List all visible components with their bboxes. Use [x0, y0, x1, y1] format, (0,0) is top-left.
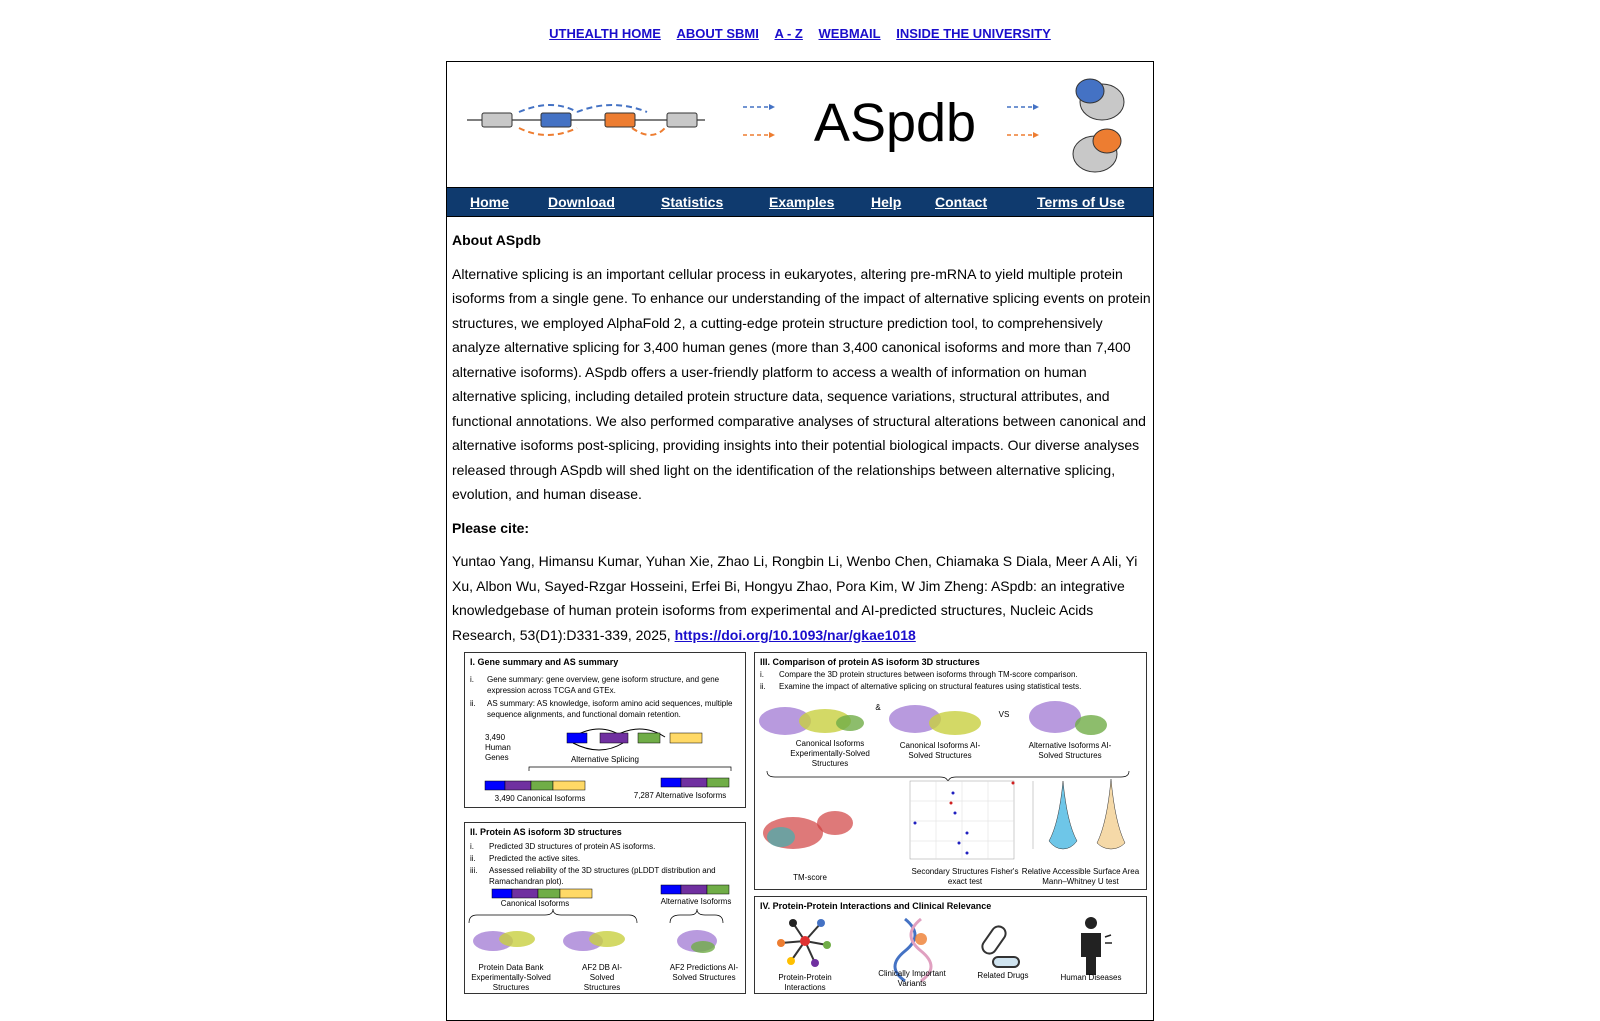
- nav-terms-of-use[interactable]: Terms of Use: [1037, 194, 1125, 210]
- panel3-item-num: ii.: [760, 682, 766, 691]
- panel2-caption-pdb: Protein Data Bank Experimentally-Solved Structures: [471, 963, 551, 992]
- figure-panel-gene-summary: [464, 652, 746, 808]
- top-nav: [0, 26, 1600, 41]
- panel1-item-text: Gene summary: gene overview, gene isoform structure, and gene expression across TCGA and GTEx.: [487, 675, 720, 695]
- panel1-title: I. Gene summary and AS summary: [470, 657, 619, 667]
- panel3-item-text: Compare the 3D protein structures between isoforms through TM-score comparison.: [779, 670, 1078, 679]
- doi-link[interactable]: https://doi.org/10.1093/nar/gkae1018: [674, 626, 916, 643]
- figure-panel-structure-comparison: [754, 652, 1147, 890]
- arrow-left-pair-icon: [743, 104, 775, 138]
- top-link-uthealth-home[interactable]: UTHEALTH HOME: [549, 26, 661, 41]
- top-link-inside-university[interactable]: INSIDE THE UNIVERSITY: [896, 26, 1051, 41]
- rsa-violin-plot: [1033, 779, 1125, 849]
- panel3-diagram-icon: [755, 653, 1147, 890]
- main-nav: [447, 187, 1153, 217]
- panel3-secondary-structures-label: Secondary Structures Fisher's exact test: [911, 867, 1019, 886]
- panel3-tm-score-label: TM-score: [793, 873, 827, 882]
- panel3-vs: VS: [998, 710, 1010, 719]
- panel4-caption-variants: Clinically Important Variants: [878, 969, 946, 988]
- panel2-item-text: Predicted 3D structures of protein AS isoforms.: [489, 842, 656, 851]
- protein-structure-icon: [889, 705, 981, 735]
- figure-panel-3d-structures: [464, 822, 746, 994]
- about-body: Alternative splicing is an important cellular process in eukaryotes, altering pre-mRNA to yield multiple protein isoforms from a single gene. To enhance our understanding of the impact of alternative splicing events on protein structures, we employed AlphaFold 2, a cutting-edge protein structure prediction tool, to comprehensively analyze alternative splicing for 3,400 human genes (more than 3,400 canonical isoforms and more than 7,400 alternative isoforms). ASpdb offers a user-friendly platform to access a wealth of information on human alternative splicing, including detailed protein structure data, sequence variations, structural attributes, and functional annotations. We also performed comparative analyses of structural alterations between canonical and alternative isoforms post-splicing, providing insights into their potential biological impacts. Our diverse analyses released through ASpdb will shed light on the identification of the relationships between alternative splicing, evolution, and human disease.: [452, 265, 1151, 502]
- panel1-item-text: AS summary: AS knowledge, isoform amino acid sequences, multiple sequence alignments, and functional domain retention.: [487, 699, 733, 719]
- panel4-caption-drugs: Related Drugs: [977, 971, 1029, 980]
- top-link-about-sbmi[interactable]: ABOUT SBMI: [676, 26, 759, 41]
- panel2-caption-af2pred: AF2 Predictions AI-Solved Structures: [669, 963, 739, 982]
- tm-score-structure-icon: [763, 811, 853, 849]
- top-link-a-z[interactable]: A - Z: [774, 26, 803, 41]
- panel2-alternative-label: Alternative Isoforms: [660, 897, 732, 906]
- panel1-diagram-icon: [465, 653, 746, 808]
- panel3-caption-canonical-exp: Canonical Isoforms Experimentally-Solved Structures: [790, 739, 870, 768]
- protein-structure-icon: [677, 930, 717, 953]
- about-content: [452, 228, 1152, 656]
- panel1-canonical-label: 3,490 Canonical Isoforms: [494, 794, 586, 803]
- arrow-right-pair-icon: [1007, 104, 1039, 138]
- nav-examples[interactable]: Examples: [769, 194, 835, 210]
- main-frame: [446, 61, 1154, 1021]
- panel2-canonical-label: Canonical Isoforms: [500, 899, 570, 908]
- protein-structure-icon: [759, 707, 864, 735]
- panel4-caption-diseases: Human Diseases: [1060, 973, 1122, 982]
- nav-help[interactable]: Help: [871, 194, 902, 210]
- panel4-caption-ppi: Protein-Protein Interactions: [778, 973, 832, 992]
- panel2-item-num: iii.: [470, 866, 478, 875]
- panel1-item-num: ii.: [470, 699, 476, 708]
- panel2-item-num: i.: [470, 842, 474, 851]
- panel1-genes-label: 3,490 Human Genes: [485, 733, 511, 762]
- panel2-item-num: ii.: [470, 854, 476, 863]
- panel1-splicing-label: Alternative Splicing: [570, 755, 640, 764]
- panel3-caption-canonical-ai: Canonical Isoforms AI-Solved Structures: [899, 741, 981, 760]
- nav-contact[interactable]: Contact: [935, 194, 988, 210]
- figure-panel-ppi-clinical: [754, 896, 1147, 994]
- panel3-amp: &: [875, 703, 881, 712]
- exon-diagram-icon: [467, 105, 705, 135]
- logo-text: ASpdb: [813, 93, 977, 153]
- ppi-network-icon: [777, 919, 831, 967]
- banner: [447, 62, 1153, 186]
- nav-home[interactable]: Home: [470, 194, 509, 210]
- protein-structure-icon: [1029, 701, 1107, 735]
- panel3-caption-alternative-ai: Alternative Isoforms AI-Solved Structures: [1028, 741, 1112, 760]
- secondary-structure-plot: [910, 781, 1015, 859]
- panel3-title: III. Comparison of protein AS isoform 3D structures: [760, 657, 980, 667]
- panel1-item-num: i.: [470, 675, 474, 684]
- protein-structure-icon: [563, 931, 625, 951]
- human-disease-icon: [1081, 917, 1112, 975]
- panel2-caption-af2db: AF2 DB AI-Solved Structures: [581, 963, 622, 992]
- panel3-rsa-label: Relative Accessible Surface Area Mann–Whitney U test: [1021, 867, 1140, 886]
- panel4-title: IV. Protein-Protein Interactions and Clinical Relevance: [760, 901, 992, 911]
- nav-download[interactable]: Download: [548, 194, 615, 210]
- citation-text: Yuntao Yang, Himansu Kumar, Yuhan Xie, Zhao Li, Rongbin Li, Wenbo Chen, Chiamaka S Diala, Meer A Ali, Yi Xu, Albon Wu, Sayed-Rzgar Hosseini, Erfei Bi, Hongyu Zhao, Pora Kim, W Jim Zheng: ASpdb: an integrative knowledgebase of human protein isoforms from experimental and AI-predicted structures, Nucleic Acids Research, 53(D1):D331-339, 2025,: [452, 553, 1138, 643]
- panel2-item-text: Assessed reliability of the 3D structures (pLDDT distribution and Ramachandran plot).: [489, 866, 716, 886]
- nav-statistics[interactable]: Statistics: [661, 194, 724, 210]
- cite-heading: Please cite:: [452, 519, 530, 536]
- top-link-webmail[interactable]: WEBMAIL: [818, 26, 881, 41]
- panel1-alternative-label: 7,287 Alternative Isoforms: [633, 791, 727, 800]
- protein-blobs-icon: [1073, 79, 1124, 172]
- panel3-item-num: i.: [760, 670, 764, 679]
- citation: [452, 549, 1152, 647]
- panel3-item-text: Examine the impact of alternative splicing on structural features using statistical tests.: [779, 682, 1082, 691]
- panel2-title: II. Protein AS isoform 3D structures: [470, 827, 622, 837]
- about-heading: About ASpdb: [452, 232, 541, 248]
- protein-structure-icon: [473, 931, 535, 951]
- panel2-item-text: Predicted the active sites.: [489, 854, 581, 863]
- pill-capsule-icon: [980, 924, 1019, 967]
